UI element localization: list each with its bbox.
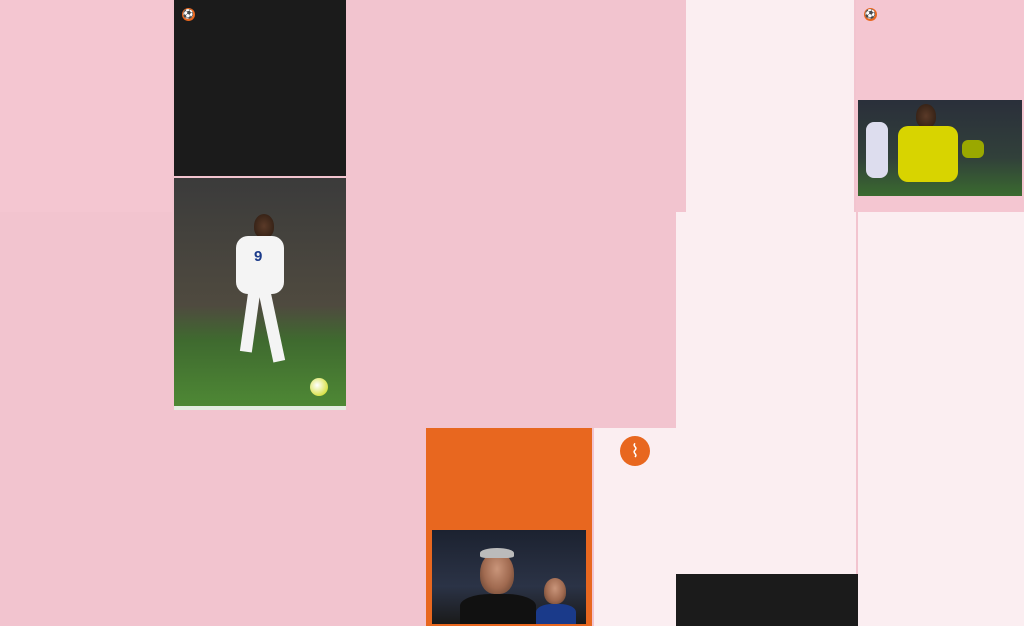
ball-icon: ⚽ [864,9,877,20]
arbitri-box [676,574,858,626]
ball-icon: ⚽ [182,9,195,20]
player-legs [259,292,285,363]
goalkeeper-glove [962,140,984,158]
nigeria-players-right [858,212,1024,626]
prandelli-photo [432,530,586,624]
player-head [254,214,274,238]
balotelli-photo [174,178,346,410]
paperclip-icon: ⌇ [620,436,650,466]
football-ball [310,378,328,396]
nigeria-header [686,0,854,212]
balotelli-stats [174,406,346,410]
ejide-box [856,0,1024,212]
goalkeeper-head [916,104,936,128]
nigeria-players-left [676,212,856,574]
teammate-figure [866,122,888,178]
balotelli-vote-row [182,6,338,24]
goalkeeper-shirt [898,126,958,182]
coach-coat [460,594,536,624]
italia-header [0,0,172,212]
numeri-box [594,428,676,626]
bench-head [544,578,566,604]
prandelli-box [426,428,592,626]
ejide-photo [858,100,1022,196]
coach-head [480,552,514,594]
player-shirt-number: 9 [254,248,263,265]
bench-shirt [536,604,576,624]
balotelli-box [174,0,346,176]
player-shirt [236,236,284,294]
player-legs [240,291,260,352]
coach-hair [480,548,514,558]
